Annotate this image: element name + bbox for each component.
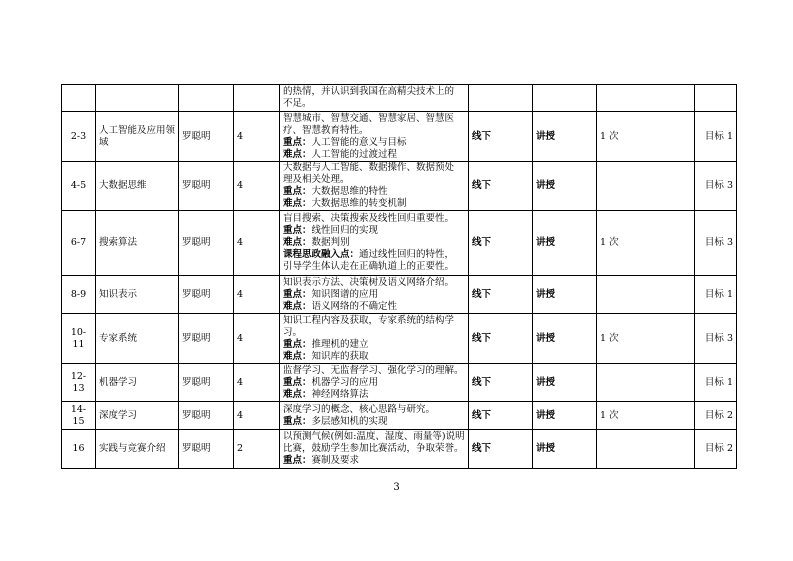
content-line: [283, 162, 465, 174]
topic-cell: 搜索算法: [96, 211, 179, 276]
content-cell: [280, 314, 469, 364]
content-key-label: 重点：: [283, 415, 312, 427]
content-text: 知识工程内容及获取，专家系统的结构学: [283, 314, 455, 326]
count-cell: [597, 162, 695, 211]
target-cell: 目标 3: [695, 211, 737, 276]
count-cell: [597, 276, 695, 314]
count-cell: 1 次: [597, 314, 695, 364]
table-row: [62, 364, 737, 402]
content-cell: [280, 402, 469, 430]
method-cell: 讲授: [533, 364, 597, 402]
content-line: [283, 339, 465, 351]
topic-cell: 深度学习: [96, 402, 179, 430]
topic-cell: 知识表示: [96, 276, 179, 314]
teacher-cell: 罗聪明: [179, 364, 234, 402]
hours-cell: 2: [234, 430, 280, 469]
content-text: 赛制及要求: [311, 455, 360, 466]
content-text: 知识表示方法、决策树及语义网络介绍。: [283, 276, 455, 288]
hours-cell: 4: [234, 314, 280, 364]
content-line: [283, 315, 465, 327]
content-text: 人工智能的意义与目标: [311, 136, 407, 148]
content-text: 疗、智慧教育特性。: [283, 124, 369, 136]
content-text: 不足。: [283, 98, 312, 109]
content-line: [283, 455, 465, 467]
content-line: [283, 125, 465, 137]
teacher-cell: 罗聪明: [179, 402, 234, 430]
target-cell: 目标 3: [695, 314, 737, 364]
count-cell: 1 次: [597, 402, 695, 430]
count-cell: [597, 430, 695, 469]
content-text: 的热情，并认识到我国在高精尖技术上的: [283, 86, 455, 97]
week-cell: 8-9: [62, 276, 96, 314]
content-key-label: 重点：: [283, 376, 312, 388]
table-row: [62, 85, 737, 112]
content-cell: [280, 430, 469, 469]
content-line: [283, 389, 465, 401]
week-cell: 2-3: [62, 112, 96, 162]
content-line: [283, 365, 465, 377]
content-text: 大数据与人工智能、数据操作、数据预处: [283, 162, 455, 173]
content-cell: [280, 85, 469, 112]
content-line: [283, 98, 465, 110]
content-line: [283, 351, 465, 363]
method-cell: 讲授: [533, 112, 597, 162]
method-cell: 讲授: [533, 314, 597, 364]
content-text: 推理机的建立: [311, 338, 369, 350]
teacher-cell: 罗聪明: [179, 211, 234, 276]
mode-cell: 线下: [469, 162, 533, 211]
topic-cell: 专家系统: [96, 314, 179, 364]
content-key-label: 重点：: [283, 186, 312, 197]
content-text: 大数据思维的转变机制: [311, 198, 407, 209]
content-cell: [280, 364, 469, 402]
content-key-label: 重点：: [283, 455, 312, 466]
content-cell: [280, 162, 469, 211]
week-cell: 14-15: [62, 402, 96, 430]
content-text: 线性回归的实现: [311, 225, 379, 236]
content-key-label: 重点：: [283, 288, 312, 300]
target-cell: 目标 1: [695, 276, 737, 314]
target-cell: 目标 1: [695, 364, 737, 402]
content-key-label: 难点：: [283, 388, 312, 400]
week-cell: 10-11: [62, 314, 96, 364]
content-key-label: 难点：: [283, 198, 312, 209]
method-cell: 讲授: [533, 276, 597, 314]
mode-cell: 线下: [469, 112, 533, 162]
content-cell: [280, 112, 469, 162]
table-row: [62, 276, 737, 314]
content-line: [283, 277, 465, 289]
table-row: [62, 112, 737, 162]
week-cell: 12-13: [62, 364, 96, 402]
table-row: [62, 314, 737, 364]
mode-cell: 线下: [469, 314, 533, 364]
hours-cell: 4: [234, 364, 280, 402]
topic-cell: [96, 85, 179, 112]
content-cell: [280, 211, 469, 276]
mode-cell: 线下: [469, 276, 533, 314]
page-number: 3: [393, 482, 400, 493]
content-line: [283, 443, 465, 455]
content-text: 语义网络的不确定性: [311, 300, 398, 312]
content-line: [283, 213, 465, 225]
week-cell: 6-7: [62, 211, 96, 276]
content-line: [283, 289, 465, 301]
week-cell: [62, 85, 96, 112]
content-key-label: 重点：: [283, 225, 312, 236]
content-line: [283, 225, 465, 237]
content-line: [283, 86, 465, 98]
topic-cell: 大数据思维: [96, 162, 179, 211]
topic-cell: 人工智能及应用领域: [96, 112, 179, 162]
mode-cell: 线下: [469, 430, 533, 469]
content-line: [283, 404, 465, 416]
table-row: [62, 162, 737, 211]
teacher-cell: 罗聪明: [179, 162, 234, 211]
content-text: 盲目搜索、决策搜索及线性回归重要性。: [283, 213, 455, 224]
count-cell: 1 次: [597, 211, 695, 276]
week-cell: 4-5: [62, 162, 96, 211]
content-line: [283, 237, 465, 249]
content-text: 引导学生体认走在正确轨道上的正要性。: [283, 261, 455, 272]
content-key-label: 难点：: [283, 300, 312, 312]
teacher-cell: 罗聪明: [179, 276, 234, 314]
content-line: [283, 416, 465, 428]
content-line: [283, 377, 465, 389]
content-text: 通过线性回归的特性，: [359, 249, 455, 260]
teacher-cell: [179, 85, 234, 112]
content-line: [283, 137, 465, 149]
target-cell: [695, 85, 737, 112]
content-cell: [280, 276, 469, 314]
content-text: 大数据思维的特性: [311, 186, 388, 197]
mode-cell: 线下: [469, 364, 533, 402]
topic-cell: 机器学习: [96, 364, 179, 402]
count-cell: [597, 85, 695, 112]
content-key-label: 课程思政融入点：: [283, 249, 360, 260]
teacher-cell: 罗聪明: [179, 314, 234, 364]
table-row: [62, 211, 737, 276]
table-row: [62, 402, 737, 430]
content-text: 习。: [283, 326, 303, 338]
content-line: [283, 174, 465, 186]
method-cell: [533, 85, 597, 112]
week-cell: 16: [62, 430, 96, 469]
content-text: 数据判别: [311, 237, 350, 248]
content-text: 智慧城市、智慧交通、智慧家居、智慧医: [283, 112, 455, 124]
table-row: [62, 430, 737, 469]
content-text: 以预测气候(例如:温度、湿度、雨量等)说明: [283, 431, 465, 442]
hours-cell: 4: [234, 162, 280, 211]
content-key-label: 难点：: [283, 148, 312, 160]
content-line: [283, 261, 465, 273]
method-cell: 讲授: [533, 402, 597, 430]
content-line: [283, 327, 465, 339]
target-cell: 目标 1: [695, 112, 737, 162]
target-cell: 目标 3: [695, 162, 737, 211]
topic-cell: 实践与竞赛介绍: [96, 430, 179, 469]
teacher-cell: 罗聪明: [179, 430, 234, 469]
content-text: 人工智能的过渡过程: [311, 148, 398, 160]
hours-cell: [234, 85, 280, 112]
content-text: 比赛，鼓励学生参加比赛活动，争取荣誉。: [283, 443, 464, 454]
content-key-label: 难点：: [283, 237, 312, 248]
content-text: 知识图谱的应用: [311, 288, 379, 300]
content-text: 神经网络算法: [311, 388, 369, 400]
teacher-cell: 罗聪明: [179, 112, 234, 162]
content-line: [283, 198, 465, 210]
mode-cell: [469, 85, 533, 112]
hours-cell: 4: [234, 112, 280, 162]
content-key-label: 重点：: [283, 338, 312, 350]
hours-cell: 4: [234, 276, 280, 314]
content-line: [283, 113, 465, 125]
content-text: 多层感知机的实现: [311, 415, 388, 427]
method-cell: 讲授: [533, 430, 597, 469]
content-key-label: 重点：: [283, 136, 312, 148]
content-line: [283, 149, 465, 161]
content-text: 深度学习的概念、核心思路与研究。: [283, 403, 436, 415]
course-schedule-table: [61, 84, 737, 469]
target-cell: 目标 2: [695, 402, 737, 430]
content-text: 知识库的获取: [311, 350, 369, 362]
target-cell: 目标 2: [695, 430, 737, 469]
count-cell: [597, 364, 695, 402]
mode-cell: 线下: [469, 402, 533, 430]
count-cell: 1 次: [597, 112, 695, 162]
hours-cell: 4: [234, 211, 280, 276]
content-text: 机器学习的应用: [311, 376, 379, 388]
method-cell: 讲授: [533, 211, 597, 276]
content-line: [283, 431, 465, 443]
mode-cell: 线下: [469, 211, 533, 276]
content-text: 监督学习、无监督学习、强化学习的理解。: [283, 364, 464, 376]
method-cell: 讲授: [533, 162, 597, 211]
content-line: [283, 249, 465, 261]
content-text: 理及相关处理。: [283, 174, 350, 185]
content-line: [283, 301, 465, 313]
hours-cell: 4: [234, 402, 280, 430]
content-line: [283, 186, 465, 198]
content-key-label: 难点：: [283, 350, 312, 362]
